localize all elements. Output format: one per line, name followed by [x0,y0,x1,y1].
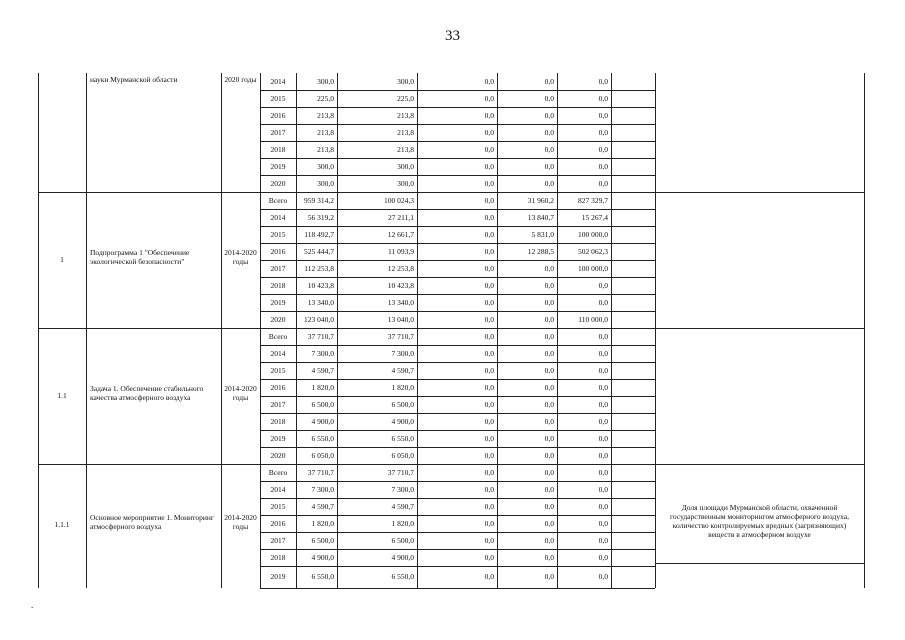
year-cell: 2020 [270,315,286,324]
amount-cell: 0,0 [544,451,554,460]
table-horizontal-rule [260,515,655,516]
row-code: 1.1 [57,391,67,400]
amount-cell: 0,0 [484,485,494,494]
amount-cell: 0,0 [598,485,608,494]
amount-cell: 0,0 [484,196,494,205]
amount-cell: 0,0 [598,162,608,171]
amount-cell: 6 500,0 [311,400,334,409]
row-period: 2014-2020 годы [224,513,257,531]
table-horizontal-rule [260,566,655,567]
amount-cell: 0,0 [484,77,494,86]
amount-cell: 0,0 [484,366,494,375]
amount-cell: 300,0 [317,77,334,86]
table-horizontal-rule [260,396,655,397]
amount-cell: 56 319,2 [307,213,334,222]
amount-cell: 0,0 [544,553,554,562]
amount-cell: 0,0 [598,502,608,511]
amount-cell: 15 267,4 [581,213,608,222]
table-vertical-rule [86,73,87,588]
table-horizontal-rule [260,447,655,448]
budget-table [38,73,864,588]
amount-cell: 0,0 [544,162,554,171]
year-cell: 2017 [270,264,286,273]
row-title: Подпрограмма 1 "Обеспечение экологической безопасности" [90,248,190,266]
amount-cell: 0,0 [598,111,608,120]
amount-cell: 0,0 [598,400,608,409]
amount-cell: 6 500,0 [391,536,414,545]
amount-cell: 0,0 [544,281,554,290]
amount-cell: 10 423,8 [387,281,414,290]
table-horizontal-rule [260,124,655,125]
amount-cell: 0,0 [484,298,494,307]
amount-cell: 0,0 [484,145,494,154]
amount-cell: 0,0 [484,111,494,120]
year-cell: 2018 [270,281,286,290]
amount-cell: 6 050,0 [311,451,334,460]
amount-cell: 213,8 [397,128,414,137]
amount-cell: 0,0 [484,571,494,581]
year-cell: 2018 [270,553,286,562]
amount-cell: 0,0 [598,519,608,528]
table-horizontal-rule [260,107,655,108]
table-horizontal-rule [655,563,864,564]
year-cell: 2019 [270,162,286,171]
amount-cell: 13 340,0 [387,298,414,307]
amount-cell: 10 423,8 [307,281,334,290]
amount-cell: 0,0 [598,332,608,341]
amount-cell: 37 710,7 [307,468,334,477]
amount-cell: 4 590,7 [391,366,414,375]
amount-cell: 0,0 [544,366,554,375]
margin-dot: . [31,600,34,610]
row-period: 2014-2020 годы [224,248,257,266]
amount-cell: 0,0 [544,383,554,392]
amount-cell: 0,0 [484,179,494,188]
amount-cell: 0,0 [598,536,608,545]
year-cell: 2015 [270,230,286,239]
amount-cell: 0,0 [484,332,494,341]
amount-cell: 213,8 [397,145,414,154]
amount-cell: 0,0 [544,400,554,409]
table-horizontal-rule [260,498,655,499]
amount-cell: 37 710,7 [387,332,414,341]
amount-cell: 112 253,8 [304,264,334,273]
table-vertical-rule [655,73,656,588]
amount-cell: 0,0 [544,145,554,154]
amount-cell: 827 329,7 [578,196,608,205]
amount-cell: 4 590,7 [391,502,414,511]
amount-cell: 0,0 [544,298,554,307]
amount-cell: 13 840,7 [527,213,554,222]
amount-cell: 0,0 [484,451,494,460]
amount-cell: 4 590,7 [311,502,334,511]
table-horizontal-rule [260,294,655,295]
amount-cell: 4 590,7 [311,366,334,375]
amount-cell: 0,0 [484,400,494,409]
amount-cell: 0,0 [598,145,608,154]
amount-cell: 0,0 [598,128,608,137]
year-cell: 2015 [270,366,286,375]
row-code: 1.1.1 [54,520,70,529]
amount-cell: 213,8 [317,145,334,154]
year-cell: 2016 [270,519,286,528]
amount-cell: 0,0 [544,315,554,324]
amount-cell: 0,0 [484,264,494,273]
amount-cell: 0,0 [484,128,494,137]
amount-cell: 300,0 [397,77,414,86]
table-horizontal-rule [260,209,655,210]
amount-cell: 0,0 [598,298,608,307]
amount-cell: 0,0 [544,94,554,103]
year-cell: 2018 [270,417,286,426]
table-horizontal-rule [260,379,655,380]
amount-cell: 0,0 [544,571,554,581]
amount-cell: 0,0 [544,417,554,426]
amount-cell: 7 300,0 [311,349,334,358]
amount-cell: 5 831,0 [531,230,554,239]
amount-cell: 0,0 [484,468,494,477]
amount-cell: 7 300,0 [311,485,334,494]
amount-cell: 0,0 [544,77,554,86]
amount-cell: 300,0 [397,162,414,171]
amount-cell: 4 900,0 [311,553,334,562]
amount-cell: 4 900,0 [311,417,334,426]
table-horizontal-rule [260,362,655,363]
amount-cell: 225,0 [317,94,334,103]
amount-cell: 0,0 [544,519,554,528]
amount-cell: 0,0 [598,451,608,460]
table-horizontal-rule [260,277,655,278]
amount-cell: 11 093,9 [388,247,414,256]
table-vertical-rule [611,73,612,588]
amount-cell: 0,0 [484,94,494,103]
amount-cell: 13 040,0 [387,315,414,324]
table-horizontal-rule [260,532,655,533]
amount-cell: 0,0 [544,179,554,188]
amount-cell: 110 000,0 [578,315,608,324]
year-cell: 2014 [270,485,286,494]
page-number: 33 [445,28,460,44]
table-horizontal-rule [260,175,655,176]
table-horizontal-rule [38,464,864,465]
row-period: 2014-2020 годы [224,384,257,402]
table-horizontal-rule [260,588,655,589]
amount-cell: 525 444,7 [304,247,334,256]
table-horizontal-rule [260,549,655,550]
table-vertical-rule [221,73,222,588]
amount-cell: 0,0 [484,281,494,290]
year-cell: 2018 [270,145,286,154]
amount-cell: 0,0 [484,434,494,443]
row-title: науки Мурманской области [90,75,178,84]
amount-cell: 0,0 [598,383,608,392]
amount-cell: 0,0 [544,468,554,477]
amount-cell: 0,0 [598,366,608,375]
table-horizontal-rule [260,311,655,312]
row-title: Основное мероприятие 1. Мониторинг атмосферного воздуха [90,513,214,531]
amount-cell: 0,0 [598,553,608,562]
amount-cell: 0,0 [544,332,554,341]
amount-cell: 4 900,0 [391,553,414,562]
year-cell: 2017 [270,536,286,545]
table-horizontal-rule [260,226,655,227]
amount-cell: 6 550,0 [391,571,414,581]
amount-cell: 0,0 [544,128,554,137]
year-cell: Всего [268,196,288,205]
amount-cell: 0,0 [598,417,608,426]
amount-cell: 0,0 [544,502,554,511]
amount-cell: 1 820,0 [391,383,414,392]
amount-cell: 6 050,0 [391,451,414,460]
amount-cell: 12 253,8 [387,264,414,273]
amount-cell: 0,0 [598,77,608,86]
amount-cell: 0,0 [544,264,554,273]
amount-cell: 0,0 [484,162,494,171]
amount-cell: 300,0 [317,179,334,188]
amount-cell: 12 661,7 [387,230,414,239]
amount-cell: 225,0 [397,94,414,103]
amount-cell: 100 000,0 [578,264,608,273]
row-title: Задача 1. Обеспечение стабильного качества атмосферного воздуха [90,384,204,402]
year-cell: 2014 [270,77,286,86]
amount-cell: 0,0 [598,434,608,443]
amount-cell: 502 062,3 [578,247,608,256]
amount-cell: 0,0 [598,281,608,290]
table-horizontal-rule [260,413,655,414]
year-cell: 2014 [270,213,286,222]
year-cell: 2020 [270,179,286,188]
amount-cell: 0,0 [484,536,494,545]
table-horizontal-rule [260,90,655,91]
amount-cell: 1 820,0 [311,383,334,392]
amount-cell: 0,0 [484,213,494,222]
amount-cell: 6 550,0 [311,571,334,581]
table-horizontal-rule [260,481,655,482]
amount-cell: 123 040,0 [304,315,334,324]
row-code: 1 [60,255,64,264]
amount-cell: 118 492,7 [304,230,334,239]
amount-cell: 0,0 [484,417,494,426]
year-cell: 2015 [270,94,286,103]
amount-cell: 0,0 [544,349,554,358]
amount-cell: 37 710,7 [307,332,334,341]
amount-cell: 6 500,0 [311,536,334,545]
amount-cell: 27 211,1 [388,213,414,222]
amount-cell: 0,0 [484,519,494,528]
year-cell: 2019 [270,571,286,581]
year-cell: 2016 [270,383,286,392]
year-cell: 2015 [270,502,286,511]
amount-cell: 37 710,7 [387,468,414,477]
table-horizontal-rule [260,430,655,431]
table-vertical-rule [864,73,865,588]
amount-cell: 0,0 [484,553,494,562]
table-horizontal-rule [38,192,864,193]
year-cell: 2017 [270,128,286,137]
year-cell: 2020 [270,451,286,460]
amount-cell: 0,0 [484,230,494,239]
amount-cell: 0,0 [484,247,494,256]
year-cell: 2019 [270,298,286,307]
table-horizontal-rule [260,345,655,346]
table-horizontal-rule [38,328,864,329]
amount-cell: 0,0 [544,111,554,120]
amount-cell: 1 820,0 [311,519,334,528]
row-period: 2020 годы [224,75,257,84]
amount-cell: 6 550,0 [391,434,414,443]
amount-cell: 0,0 [484,502,494,511]
amount-cell: 7 300,0 [391,349,414,358]
table-horizontal-rule [260,158,655,159]
amount-cell: 213,8 [317,128,334,137]
amount-cell: 0,0 [598,179,608,188]
year-cell: 2017 [270,400,286,409]
amount-cell: 100 000,0 [578,230,608,239]
amount-cell: 100 024,3 [384,196,414,205]
amount-cell: 300,0 [317,162,334,171]
year-cell: 2016 [270,247,286,256]
year-cell: 2019 [270,434,286,443]
amount-cell: 6 500,0 [391,400,414,409]
amount-cell: 0,0 [598,468,608,477]
amount-cell: 0,0 [484,349,494,358]
amount-cell: 31 960,2 [527,196,554,205]
table-horizontal-rule [260,243,655,244]
year-cell: 2016 [270,111,286,120]
amount-cell: 0,0 [484,383,494,392]
year-cell: 2014 [270,349,286,358]
amount-cell: 0,0 [544,536,554,545]
amount-cell: 959 314,2 [304,196,334,205]
amount-cell: 300,0 [397,179,414,188]
table-horizontal-rule [260,141,655,142]
amount-cell: 1 820,0 [391,519,414,528]
amount-cell: 213,8 [397,111,414,120]
amount-cell: 0,0 [598,571,608,581]
result-indicator: Доля площади Мурманской области, охваченной государственным мониторингом атмосферного воздуха, количество контролируемых вредных (загрязняющих) веществ в атмосферном воздухе [670,503,849,539]
amount-cell: 0,0 [598,94,608,103]
year-cell: Всего [268,468,288,477]
amount-cell: 7 300,0 [391,485,414,494]
amount-cell: 4 900,0 [391,417,414,426]
amount-cell: 0,0 [484,315,494,324]
table-vertical-rule [38,73,39,588]
amount-cell: 6 550,0 [311,434,334,443]
amount-cell: 0,0 [598,349,608,358]
amount-cell: 213,8 [317,111,334,120]
amount-cell: 0,0 [544,485,554,494]
amount-cell: 0,0 [544,434,554,443]
year-cell: Всего [268,332,288,341]
amount-cell: 12 288,5 [527,247,554,256]
table-horizontal-rule [260,260,655,261]
amount-cell: 13 340,0 [307,298,334,307]
